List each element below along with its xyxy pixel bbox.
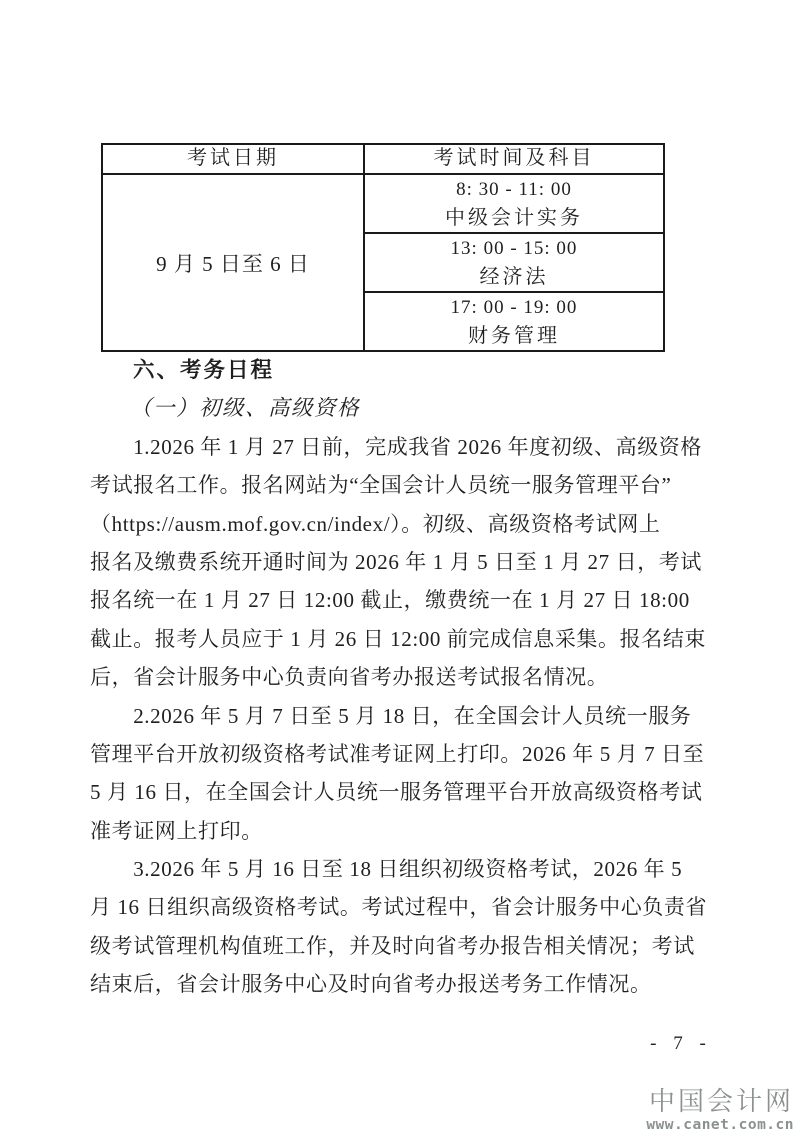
paragraph-exam-organization (90, 850, 730, 1004)
table-header-row (103, 145, 663, 175)
text-line: 管理平台开放初级资格考试准考证网上打印。2026 年 5 月 7 日至 (90, 741, 705, 766)
paragraph-registration (90, 428, 730, 697)
watermark (646, 1086, 794, 1134)
text-line: 准考证网上打印。 (90, 818, 263, 843)
session-list (365, 175, 663, 350)
session-row (365, 293, 663, 350)
session-subject: 中级会计实务 (445, 206, 583, 229)
session-time: 8: 30 - 11: 00 (456, 178, 572, 200)
watermark-site-name: 中国会计网 (648, 1086, 794, 1116)
text-line: 报名及缴费系统开通时间为 2026 年 1 月 5 日至 1 月 27 日，考试 (90, 549, 702, 574)
page-number: - 7 - (650, 1033, 712, 1054)
text-line: 级考试管理机构值班工作，并及时向省考办报告相关情况；考试 (90, 933, 695, 958)
session-time: 17: 00 - 19: 00 (450, 296, 578, 318)
exam-date-cell: 9 月 5 日至 6 日 (103, 175, 365, 350)
text-line: 后，省会计服务中心负责向省考办报送考试报名情况。 (90, 665, 609, 690)
text-line: 3.2026 年 5 月 16 日至 18 日组织初级资格考试，2026 年 5 (90, 857, 683, 882)
text-line: 截止。报考人员应于 1 月 26 日 12:00 前完成信息采集。报名结束 (90, 626, 707, 651)
watermark-site-url: www.canet.com.cn (646, 1117, 794, 1133)
table-body (103, 175, 663, 350)
text-line: 考试报名工作。报名网站为“全国会计人员统一服务管理平台” (90, 473, 672, 498)
session-time: 13: 00 - 15: 00 (450, 237, 578, 259)
session-subject: 经济法 (479, 265, 549, 288)
paragraph-admission-ticket (90, 697, 730, 851)
session-row (365, 175, 663, 234)
table-header-time-subject: 考试时间及科目 (433, 147, 595, 169)
text-line: 结束后，省会计服务中心及时向省考办报送考务工作情况。 (90, 972, 652, 997)
document-body (90, 351, 730, 1004)
text-line: 月 16 日组织高级资格考试。考试过程中，省会计服务中心负责省 (90, 895, 708, 920)
session-row (365, 234, 663, 293)
session-subject: 财务管理 (468, 324, 560, 347)
text-line: 2.2026 年 5 月 7 日至 5 月 18 日，在全国会计人员统一服务 (90, 703, 692, 728)
text-line: 报名统一在 1 月 27 日 12:00 截止，缴费统一在 1 月 27 日 18:00 (90, 588, 690, 613)
sub-heading: （一）初级、高级资格 (130, 396, 361, 421)
text-line: 5 月 16 日，在全国会计人员统一服务管理平台开放高级资格考试 (90, 780, 703, 805)
table-header-exam-date: 考试日期 (103, 145, 365, 173)
exam-schedule-table (101, 143, 665, 352)
text-line: （https://ausm.mof.gov.cn/index/）。初级、高级资格考试网上 (90, 511, 661, 536)
section-heading: 六、考务日程 (133, 358, 275, 382)
text-line: 1.2026 年 1 月 27 日前，完成我省 2026 年度初级、高级资格 (90, 434, 702, 459)
